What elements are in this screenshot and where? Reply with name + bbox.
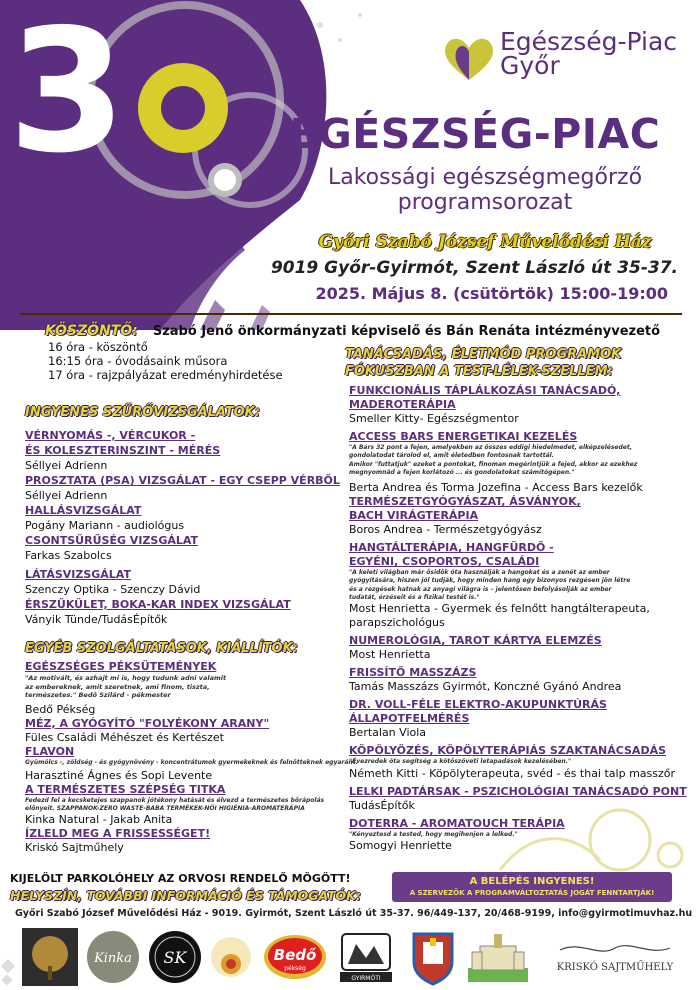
contact-line: Győri Szabó József Művelődési Ház - 9019. Gyirmót, Szent László út 35-37. 96/449-137, 20/468-9199, info@gyirmotimuvhaz.hu — [15, 908, 693, 919]
logo-text — [500, 27, 678, 80]
program-provider: Boros Andrea - Természetgyógyász — [349, 523, 542, 537]
gyirmot-logo-text: GYIRMÓTI — [351, 975, 381, 982]
service-quote: előnyeit. SZAPPANOK-ZERO WASTE-BABA TERMÉKEK-NŐI HIGIÉNIA-AROMATERÁPIA — [25, 804, 305, 812]
service-provider: Füles Családi Méhészet és Kertészet — [25, 730, 224, 744]
screening-title: CSONTSŰRŰSÉG VIZSGÁLAT — [25, 534, 199, 547]
gray-dot — [211, 166, 239, 194]
service-provider: Bedő Pékség — [25, 702, 96, 716]
schedule-list — [48, 340, 283, 382]
free-entry-banner — [392, 872, 672, 902]
program-quote: "Kényeztesd a tested, hogy megihenjen a lelked." — [349, 830, 518, 838]
service-title: ÍZLELD MEG A FRISSESSÉGET! — [25, 826, 211, 840]
screening-provider: Farkas Szabolcs — [25, 549, 112, 562]
screening-title: PROSZTATA (PSA) VIZSGÁLAT - EGY CSEPP VÉRBŐL — [25, 474, 340, 487]
krisko-sajtmuhely-logo-icon — [540, 928, 690, 986]
schedule-item: 17 óra - rajzpályázat eredményhirdetése — [48, 368, 283, 382]
program-title: FUNKCIONÁLIS TÁPLÁLKOZÁSI TANÁCSADÓ, — [349, 384, 621, 397]
program-quote: "Évezredek óta segítség a kötőszöveti letapadások kezelésében." — [349, 758, 572, 766]
screening-heading: INGYENES SZŰRŐVIZSGÁLATOK: — [25, 405, 260, 420]
program-provider: Somogyi Henriette — [349, 838, 452, 852]
service-quote: Gyümölcs -, zöldség - és gyógynövény - koncentrátumok gyermekeknek és felnőtteknek egyaránt. — [25, 758, 358, 766]
service-title: EGÉSZSÉGES PÉKSÜTEMÉNYEK — [25, 660, 217, 673]
kinka-logo-text: Kinka — [94, 951, 132, 966]
subtitle-line1: Lakossági egészségmegőrző — [327, 165, 643, 190]
program-provider: Németh Kitti - Köpölyterapeuta, svéd - és thai talp masszőr — [349, 766, 676, 780]
program-quote: megnyomnád a fejen korlátozó ... és gondolatokat számítógépen." — [349, 468, 575, 476]
screening-title: VÉRNYOMÁS -, VÉRCUKOR - — [25, 429, 196, 442]
screening-title: LÁTÁSVIZSGÁLAT — [25, 568, 131, 581]
program-provider: Smeller Kitty- Egészségmentor — [349, 412, 519, 425]
program-title: DOTERRA - AROMATOUCH TERÁPIA — [349, 816, 565, 830]
left-column — [25, 405, 358, 855]
big-number-three: 3 — [8, 0, 127, 191]
service-title: MÉZ, A GYÓGYÍTÓ "FOLYÉKONY ARANY" — [25, 716, 270, 730]
program-provider: Berta Andrea és Torma Jozefina - Access Bars kezelők — [349, 481, 643, 495]
greeting-section — [45, 320, 685, 339]
svg-text:SK: SK — [163, 948, 187, 967]
program-title: NUMEROLÓGIA, TAROT KÁRTYA ELEMZÉS — [349, 634, 602, 648]
program-title: MADEROTERÁPIA — [349, 398, 456, 411]
screening-provider: Pogány Mariann - audiológus — [25, 519, 185, 532]
program-title: FRISSÍTŐ MASSZÁZS — [349, 666, 477, 680]
schedule-item: 16 óra - köszöntő — [48, 340, 148, 354]
program-title: ÁLLAPOTFELMÉRÉS — [349, 712, 470, 726]
bedo-pekseg-logo-icon — [262, 928, 328, 986]
venue-name: Győri Szabó József Művelődési Ház — [318, 232, 652, 252]
program-provider: parapszichológus — [349, 616, 445, 630]
service-quote: az embereknek, amit szeretnek, ami finom, tiszta, — [25, 682, 210, 691]
program-change-note: A SZERVEZŐK A PROGRAMVÁLTOZTATÁS JOGÁT FENNTARTJÁK! — [409, 889, 655, 897]
screening-title: ÉRSZŰKÜLET, BOKA-KAR INDEX VIZSGÁLAT — [25, 598, 291, 611]
service-provider: Kinka Natural - Jakab Anita — [25, 812, 173, 826]
program-quote: gondolatodat tárolod el, amit életedben fontosnak tartottál. — [349, 452, 554, 460]
service-title: A TERMÉSZETES SZÉPSÉG TITKA — [25, 782, 226, 796]
kinka-logo-icon — [86, 928, 140, 986]
krisko-logo-text: KRISKÓ SAJTMŰHELY — [556, 962, 674, 973]
egeszseg-piac-logo — [440, 27, 690, 90]
gyirmot-logo-icon — [336, 928, 396, 986]
event-datetime: 2025. Május 8. (csütörtök) 15:00-19:00 — [315, 284, 668, 303]
program-quote: és a rezgések hatnak az anyagi világra is – jelentősen befolyásolják az ember — [349, 585, 612, 593]
free-entry-text: A BELÉPÉS INGYENES! — [469, 876, 595, 887]
program-title: HANGTÁLTERÁPIA, HANGFÜRDŐ - — [349, 541, 554, 555]
screening-provider: Séllyei Adrienn — [25, 489, 108, 502]
service-provider: Harasztiné Ágnes és Sopi Levente — [25, 768, 213, 782]
sk-logo-icon — [148, 928, 202, 986]
subtitle-line2: programsorozat — [397, 190, 573, 215]
program-title: BACH VIRÁGTERÁPIA — [349, 509, 479, 523]
program-provider: Most Henrietta — [349, 648, 431, 662]
services-heading: EGYÉB SZOLGÁLTATÁSOK, KIÁLLÍTÓK: — [25, 641, 298, 656]
service-title: FLAVON — [25, 744, 75, 758]
screening-provider: Séllyei Adrienn — [25, 459, 108, 472]
fules-honey-logo-icon — [208, 928, 254, 986]
parking-note: KIJELÖLT PARKOLÓHELY AZ ORVOSI RENDELŐ MÖGÖTT! — [10, 872, 351, 885]
program-title: LELKI PADTÁRSAK - PSZICHOLÓGIAI TANÁCSADÓ PONT — [349, 784, 687, 798]
screening-title: ÉS KOLESZTERINSZINT - MÉRÉS — [25, 444, 221, 457]
greeting-label: KÖSZÖNTŐ: — [45, 323, 138, 339]
service-quote: természetes." Bedő Szilárd - pékmester — [25, 691, 171, 699]
venue-address: 9019 Győr-Gyirmót, Szent László út 35-37. — [270, 258, 678, 278]
focus-heading: FÓKUSZBAN A TEST-LÉLEK-SZELLEM: — [345, 364, 613, 379]
program-provider: Most Henrietta - Gyermek és felnőtt hangtálterapeuta, — [349, 602, 650, 616]
program-quote: Amikor "futtatjuk" ezeket a pontokat, finoman megérintjük a fejed, akkor az ezekhez — [349, 460, 638, 468]
program-provider: TudásÉpítők — [349, 798, 415, 812]
gray-diamond-pattern-icon — [0, 958, 20, 988]
screening-title: HALLÁSVIZSGÁLAT — [25, 504, 142, 517]
sponsor-logos — [0, 928, 700, 990]
program-provider: Tamás Masszázs Gyirmót, Konczné Gyánó Andrea — [349, 680, 622, 694]
wellness-illustration — [470, 800, 700, 880]
screening-provider: Ványik Tünde/TudásÉpítők — [25, 613, 168, 626]
greeting-text: Szabó Jenő önkormányzati képviselő és Bán Renáta intézményvezető — [152, 324, 661, 339]
info-heading: HELYSZÍN, TOVÁBBI INFORMÁCIÓ ÉS TÁMOGATÓK: — [10, 888, 361, 903]
program-title: ACCESS BARS ENERGETIKAI KEZELÉS — [349, 430, 578, 443]
program-quote: tudatát, érzéseit és a fizikai testét is." — [349, 594, 480, 602]
castle-building-logo-icon — [466, 928, 530, 986]
program-title: KÖPÖLYÖZÉS, KÖPÖLYTERÁPIÁS SZAKTANÁCSADÁS — [349, 744, 667, 758]
program-title: DR. VOLL-FÉLE ELEKTRO-AKUPUNKTÚRÁS — [349, 698, 607, 712]
logo-line1: Egészség-Piac — [500, 27, 678, 56]
screening-provider: Szenczy Optika - Szenczy Dávid — [25, 583, 201, 596]
service-quote: "Az motivált, és azhajt mi is, hogy tudunk adni valamit — [25, 674, 227, 682]
service-provider: Kriskó Sajtműhely — [25, 840, 124, 854]
bedo-logo-subtext: pékség — [284, 965, 306, 972]
program-quote: "A keleti világban már ősidők óta használják a hangokat és a zenét az ember — [349, 569, 610, 577]
service-quote: Fedezd fel a kecsketejes szappanok jótékony hatását és élvezd a természetes bőrápolás — [25, 796, 325, 804]
bedo-logo-text: Bedő — [273, 946, 317, 964]
advice-heading: TANÁCSADÁS, ÉLETMÓD PROGRAMOK — [345, 347, 622, 362]
header-divider — [20, 313, 682, 315]
subtitle — [295, 165, 675, 215]
program-quote: "A Bars 32 pont a fejen, amelyekben az összes eddigi hiedelmedet, elképzelésedet, — [349, 444, 633, 451]
schedule-item: 16:15 óra - óvodásaink műsora — [48, 354, 228, 368]
heart-logo-icon — [440, 34, 498, 84]
tree-logo-icon — [22, 928, 78, 986]
program-title: TERMÉSZETGYÓGYÁSZAT, ÁSVÁNYOK, — [349, 495, 581, 509]
program-title: EGYÉNI, CSOPORTOS, CSALÁDI — [349, 555, 540, 569]
gyor-coat-of-arms-icon — [408, 928, 458, 986]
right-column — [345, 346, 685, 853]
program-provider: Bertalan Viola — [349, 726, 427, 740]
page-title: EGÉSZSÉG-PIAC — [289, 110, 661, 158]
logo-line2: Győr — [500, 51, 560, 80]
program-quote: gyógyítására, hiszen jól tudják, hogy minden hang egy bizonyos rezgésen jön létre — [349, 577, 631, 585]
